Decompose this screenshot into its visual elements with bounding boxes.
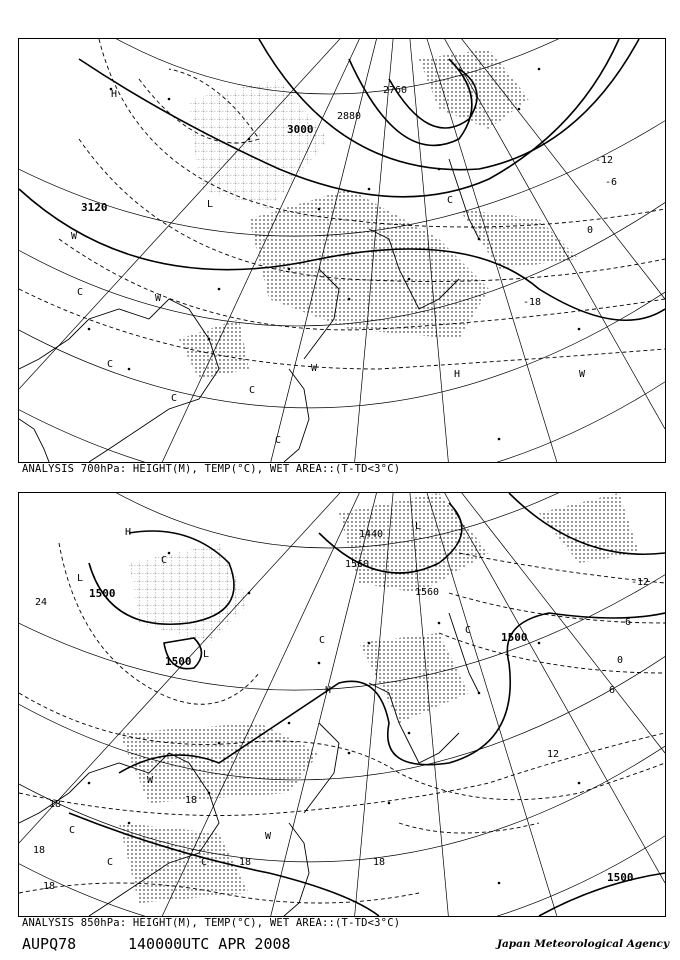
wet-areas bbox=[119, 493, 639, 903]
temp-label: 0 bbox=[587, 225, 594, 236]
temp-label: -6 bbox=[605, 177, 618, 188]
temp-label: 24 bbox=[35, 597, 48, 608]
height-label: 1500 bbox=[89, 587, 116, 600]
system-label: H bbox=[125, 527, 132, 538]
system-label: H bbox=[454, 369, 461, 380]
system-label: H bbox=[325, 685, 332, 696]
wet-areas bbox=[179, 49, 579, 379]
system-label: C bbox=[161, 555, 168, 566]
temp-label: -6 bbox=[619, 617, 632, 628]
temp-label: 18 bbox=[373, 857, 386, 868]
longitude-lines bbox=[19, 493, 665, 916]
temp-label: 18 bbox=[185, 795, 198, 806]
system-label: W bbox=[147, 775, 154, 786]
height-label: 2760 bbox=[383, 85, 408, 96]
temp-label: 18 bbox=[33, 845, 46, 856]
system-label: C bbox=[447, 195, 454, 206]
temp-label: 6 bbox=[609, 685, 616, 696]
map-700hpa-svg bbox=[19, 39, 665, 462]
height-label: 1500 bbox=[501, 631, 528, 644]
system-label: C bbox=[249, 385, 256, 396]
system-label: L bbox=[77, 573, 84, 584]
agency-name: Japan Meteorological Agency bbox=[497, 938, 670, 950]
system-label: C bbox=[171, 393, 178, 404]
system-label: W bbox=[155, 293, 162, 304]
latitude-lines bbox=[19, 493, 665, 916]
panel-caption-700hpa: ANALYSIS 700hPa: HEIGHT(M), TEMP(°C), WET AREA::(T-TD<3°C) bbox=[22, 463, 401, 475]
temp-label: 0 bbox=[617, 655, 624, 666]
system-label: L bbox=[207, 199, 214, 210]
panel-caption-850hpa: ANALYSIS 850hPa: HEIGHT(M), TEMP(°C), WET AREA::(T-TD<3°C) bbox=[22, 917, 401, 929]
height-label: 3000 bbox=[287, 123, 314, 136]
height-label: 1500 bbox=[607, 871, 634, 884]
temp-label: 12 bbox=[547, 749, 560, 760]
system-label: C bbox=[465, 625, 472, 636]
system-label: C bbox=[107, 857, 114, 868]
height-label: 1500 bbox=[165, 655, 192, 668]
system-label: C bbox=[319, 635, 326, 646]
map-850hpa-svg bbox=[19, 493, 665, 916]
height-label: 2880 bbox=[337, 111, 362, 122]
system-label: C bbox=[275, 435, 282, 446]
map-850hpa bbox=[18, 492, 666, 917]
system-label: C bbox=[69, 825, 76, 836]
system-label: L bbox=[203, 649, 210, 660]
system-label: C bbox=[107, 359, 114, 370]
system-label: W bbox=[579, 369, 586, 380]
height-label: 3120 bbox=[81, 201, 108, 214]
map-700hpa bbox=[18, 38, 666, 463]
isotherms bbox=[19, 543, 665, 903]
height-label: 1560 bbox=[345, 559, 370, 570]
temp-label: -18 bbox=[523, 297, 542, 308]
system-label: W bbox=[71, 231, 78, 242]
temp-label: -12 bbox=[595, 155, 614, 166]
chart-id: AUPQ78 bbox=[22, 935, 77, 953]
height-label: 1560 bbox=[415, 587, 440, 598]
chart-valid-time: 140000UTC APR 2008 bbox=[128, 935, 291, 953]
temp-label: 18 bbox=[239, 857, 252, 868]
height-label: 1440 bbox=[359, 529, 384, 540]
system-label: W bbox=[265, 831, 272, 842]
temp-label: -12 bbox=[631, 577, 650, 588]
system-label: H bbox=[111, 89, 118, 100]
system-label: C bbox=[77, 287, 84, 298]
temp-label: 18 bbox=[43, 881, 56, 892]
system-label: C bbox=[201, 857, 208, 868]
temp-label: 18 bbox=[49, 799, 62, 810]
system-label: L bbox=[415, 521, 422, 532]
system-label: W bbox=[311, 363, 318, 374]
